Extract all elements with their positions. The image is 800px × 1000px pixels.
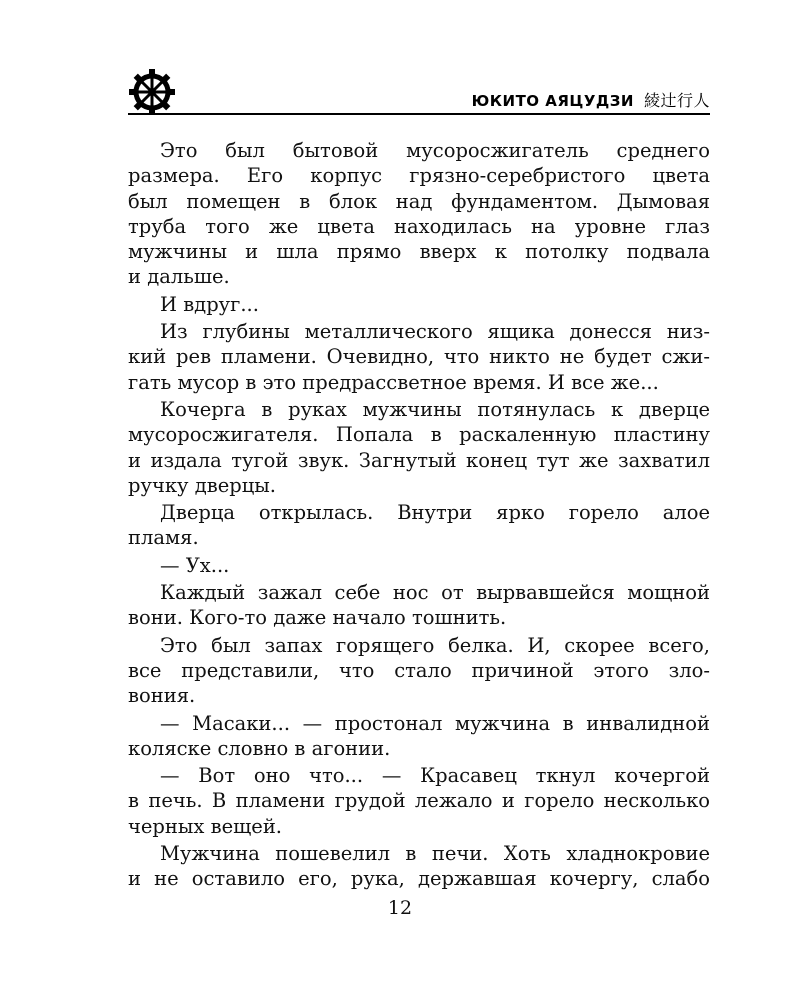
text-line: — Вот оно что... — Красавец ткнул кочергой xyxy=(160,764,710,788)
text-line: Дверца открылась. Внутри ярко горело алое xyxy=(160,501,710,525)
text-line: мужчины и шла прямо вверх к потолку подвала xyxy=(128,240,710,264)
text-line: труба того же цвета находилась на уровне глаз xyxy=(128,214,710,238)
text-line: Кочерга в руках мужчины потянулась к дверце xyxy=(160,397,710,421)
paragraph xyxy=(128,397,710,498)
text-line: Это был бытовой мусоросжигатель среднего xyxy=(160,139,710,162)
text-line: и не оставило его, рука, державшая кочергу, слабо xyxy=(128,867,710,891)
text-line: — Ух... xyxy=(160,553,230,577)
text-line: ручку дверцы. xyxy=(128,473,276,497)
text-line: в печь. В пламени грудой лежало и горело несколько xyxy=(128,789,710,813)
gear-wheel-icon xyxy=(128,68,176,116)
paragraph xyxy=(128,633,710,709)
text-line: и издала тугой звук. Загнутый конец тут же захватил xyxy=(128,448,710,472)
paragraph xyxy=(128,138,710,290)
text-line: пламя. xyxy=(128,526,199,550)
text-line: кий рев пламени. Очевидно, что никто не будет сжи- xyxy=(128,345,710,369)
paragraph xyxy=(128,319,710,395)
text-line: черных вещей. xyxy=(128,814,283,838)
header-rule xyxy=(128,113,710,115)
text-line: Каждый зажал себе нос от вырвавшейся мощной xyxy=(160,581,710,605)
text-line: вония. xyxy=(128,684,196,708)
text-line: был помещен в блок над фундаментом. Дымовая xyxy=(128,189,710,213)
running-header xyxy=(128,68,710,114)
text-line: все представили, что стало причиной этого зло- xyxy=(128,658,710,682)
author-name-japanese: 綾辻行人 xyxy=(643,91,710,110)
text-line: коляске словно в агонии. xyxy=(128,736,391,760)
page-number: 12 xyxy=(387,897,413,919)
text-line: мусоросжигателя. Попала в раскаленную пластину xyxy=(128,423,710,447)
text-line: гать мусор в это предрассветное время. И все же... xyxy=(128,370,659,394)
paragraph xyxy=(128,500,710,551)
paragraph xyxy=(128,841,710,892)
text-line: размера. Его корпус грязно-серебристого цвета xyxy=(128,164,710,188)
paragraph xyxy=(128,763,710,839)
paragraph xyxy=(128,580,710,631)
paragraph xyxy=(128,711,710,762)
text-line: Из глубины металлического ящика донесся низ- xyxy=(160,320,710,344)
author-name xyxy=(472,88,710,111)
text-line: вони. Кого-то даже начало тошнить. xyxy=(128,606,507,630)
text-line: И вдруг... xyxy=(160,292,259,316)
text-line: и дальше. xyxy=(128,265,230,289)
text-line: Это был запах горящего белка. И, скорее всего, xyxy=(160,633,710,657)
body-text xyxy=(128,138,710,894)
paragraph xyxy=(128,292,710,317)
paragraph xyxy=(128,553,710,578)
author-name-russian: ЮКИТО АЯЦУДЗИ xyxy=(471,92,634,110)
text-line: — Масаки... — простонал мужчина в инвалидной xyxy=(160,711,710,735)
text-line: Мужчина пошевелил в печи. Хоть хладнокровие xyxy=(160,842,710,866)
